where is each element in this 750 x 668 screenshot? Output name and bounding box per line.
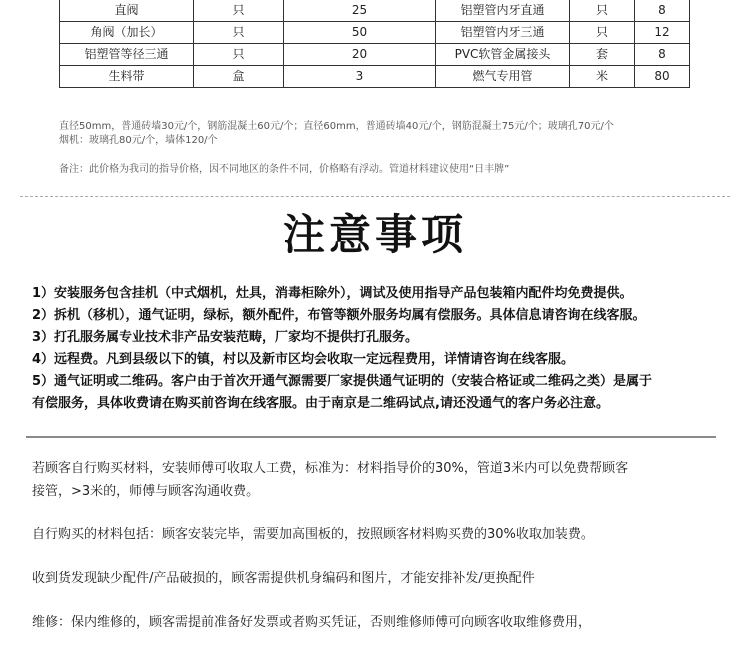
notice-item: 2）拆机（移机），通气证明，绿标，额外配件，布管等额外服务均属有偿服务。具体信息请咨询在线客服。 bbox=[32, 308, 646, 323]
table-cell: 只 bbox=[570, 22, 635, 44]
table-cell: 盒 bbox=[194, 66, 284, 88]
repair-paragraph: 维修：保内维修的，顾客需提前准备好发票或者购买凭证，否则维修师傅可向顾客收取维修费用， bbox=[32, 615, 592, 630]
table-cell: 铝塑管内牙三通 bbox=[436, 22, 570, 44]
table-cell: 8 bbox=[635, 44, 690, 66]
table-cell: 3 bbox=[284, 66, 436, 88]
notice-item: 1）安装服务包含挂机（中式烟机，灶具，消毒柜除外），调试及使用指导产品包装箱内配件均免费提供。 bbox=[32, 286, 633, 301]
notice-item: 5）通气证明或二维码。客户由于首次开通气源需要厂家提供通气证明的（安装合格证或二维码之类）是属于 bbox=[32, 374, 653, 389]
table-cell: 铝塑管内牙直通 bbox=[436, 0, 570, 22]
notice-item: 3）打孔服务属专业技术非产品安装范畴，厂家均不提供打孔服务。 bbox=[32, 330, 419, 345]
remark-note: 备注：此价格为我司的指导价格，因不同地区的条件不同，价格略有浮动。管道材料建议使用“日丰牌” bbox=[59, 164, 510, 175]
table-cell: 8 bbox=[635, 0, 690, 22]
table-row bbox=[60, 0, 690, 22]
table-cell: 直阀 bbox=[60, 0, 194, 22]
table-cell: PVC软管金属接头 bbox=[436, 44, 570, 66]
paragraph-line: 若顾客自行购买材料，安装师傅可收取人工费，标准为：材料指导价的30%，管道3米内可以免费帮顾客 bbox=[32, 461, 629, 476]
table-cell: 生料带 bbox=[60, 66, 194, 88]
table-cell: 20 bbox=[284, 44, 436, 66]
page-title: 注意事项 bbox=[282, 210, 467, 259]
table-row bbox=[60, 44, 690, 66]
section-divider bbox=[20, 196, 730, 197]
table-cell: 只 bbox=[194, 0, 284, 22]
table-cell: 角阀（加长） bbox=[60, 22, 194, 44]
table-cell: 12 bbox=[635, 22, 690, 44]
notice-item: 4）远程费。凡到县级以下的镇，村以及新市区均会收取一定远程费用，详情请咨询在线客服。 bbox=[32, 352, 575, 367]
missing-parts-paragraph: 收到货发现缺少配件/产品破损的，顾客需提供机身编码和图片，才能安排补发/更换配件 bbox=[32, 571, 535, 586]
drilling-fee-line: 直径50mm，普通砖墙30元/个，钢筋混凝土60元/个；直径60mm，普通砖墙40元/个，钢筋混凝土75元/个；玻璃孔70元/个 bbox=[59, 121, 614, 132]
table-cell: 只 bbox=[194, 44, 284, 66]
table-cell: 米 bbox=[570, 66, 635, 88]
table-cell: 铝塑管等径三通 bbox=[60, 44, 194, 66]
table-row bbox=[60, 66, 690, 88]
section-divider bbox=[26, 436, 716, 438]
table-cell: 50 bbox=[284, 22, 436, 44]
materials-paragraph: 自行购买的材料包括：顾客安装完毕，需要加高围板的，按照顾客材料购买费的30%收取加装费。 bbox=[32, 527, 594, 542]
notice-item: 有偿服务，具体收费请在购买前咨询在线客服。由于南京是二维码试点,请还没通气的客户务必注意。 bbox=[32, 396, 609, 411]
table-cell: 25 bbox=[284, 0, 436, 22]
table-cell: 只 bbox=[570, 0, 635, 22]
self-purchase-paragraph bbox=[32, 457, 722, 503]
table-cell: 只 bbox=[194, 22, 284, 44]
table-cell: 80 bbox=[635, 66, 690, 88]
drilling-fee-line: 烟机：玻璃孔80元/个，墙体120/个 bbox=[59, 135, 218, 146]
drilling-fee-note bbox=[59, 120, 699, 148]
parts-price-table bbox=[59, 0, 690, 88]
table-cell: 套 bbox=[570, 44, 635, 66]
table-cell: 燃气专用管 bbox=[436, 66, 570, 88]
paragraph-line: 接管，>3米的，师傅与顾客沟通收费。 bbox=[32, 484, 260, 499]
table-row bbox=[60, 22, 690, 44]
